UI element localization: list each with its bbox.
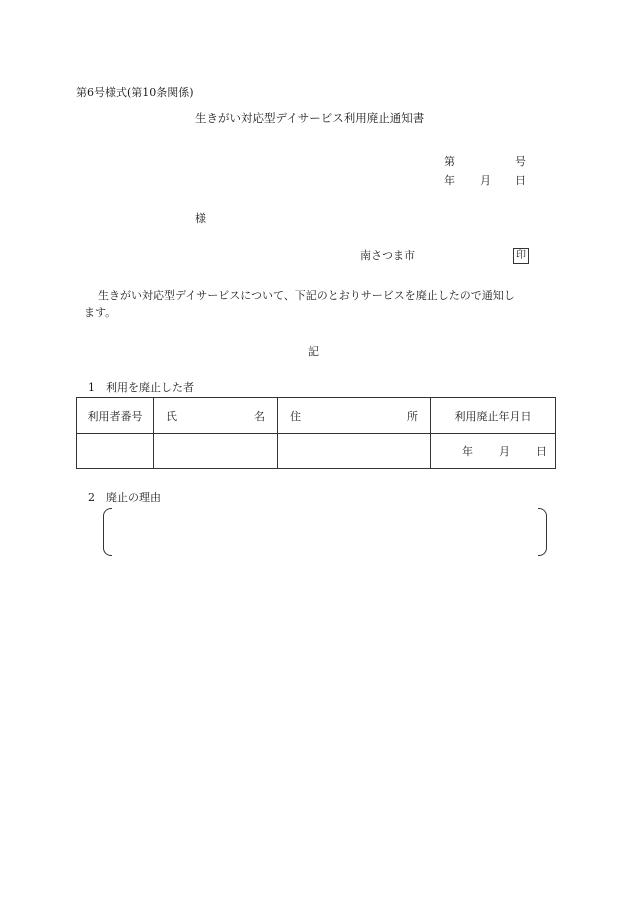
section-1-title: 1 利用を廃止した者 xyxy=(88,381,194,394)
cell-name[interactable] xyxy=(154,434,278,469)
header-user-number: 利用者番号 xyxy=(77,398,154,434)
cell-date-year: 年 xyxy=(462,445,473,458)
header-end-date: 利用廃止年月日 xyxy=(431,398,556,434)
date-year: 年 xyxy=(444,174,455,187)
reason-bracket-left xyxy=(103,508,112,556)
reason-field[interactable] xyxy=(112,510,536,552)
table-header-row xyxy=(77,398,556,434)
reason-bracket-right xyxy=(538,508,547,556)
date-day: 日 xyxy=(515,174,526,187)
issuer-name: 南さつま市 xyxy=(360,249,415,262)
header-address-second-char: 所 xyxy=(407,409,418,423)
number-suffix: 号 xyxy=(515,155,526,168)
document-title: 生きがい対応型デイサービス利用廃止通知書 xyxy=(195,111,425,125)
header-name xyxy=(154,398,278,434)
cell-date-day: 日 xyxy=(536,445,547,458)
section-2-title: 2 廃止の理由 xyxy=(88,491,161,504)
table-row xyxy=(77,434,556,469)
cell-user-number[interactable] xyxy=(77,434,154,469)
body-text-line-1: 生きがい対応型デイサービスについて、下記のとおりサービスを廃止したので通知し xyxy=(98,289,515,302)
cell-date-month: 月 xyxy=(499,445,510,458)
cell-end-date[interactable] xyxy=(431,434,556,469)
date-month: 月 xyxy=(480,174,491,187)
body-text-line-2: ます。 xyxy=(84,306,117,319)
header-name-first-char: 氏 xyxy=(166,409,177,423)
form-number-label: 第6号様式(第10条関係) xyxy=(76,86,194,99)
number-prefix: 第 xyxy=(444,155,455,168)
header-name-second-char: 名 xyxy=(254,409,265,423)
addressee-suffix: 様 xyxy=(195,212,206,225)
header-address xyxy=(278,398,431,434)
cancelled-user-table xyxy=(76,397,556,469)
seal-mark: 印 xyxy=(513,248,529,264)
header-address-first-char: 住 xyxy=(290,409,301,423)
cell-address[interactable] xyxy=(278,434,431,469)
ki-heading: 記 xyxy=(308,345,319,358)
